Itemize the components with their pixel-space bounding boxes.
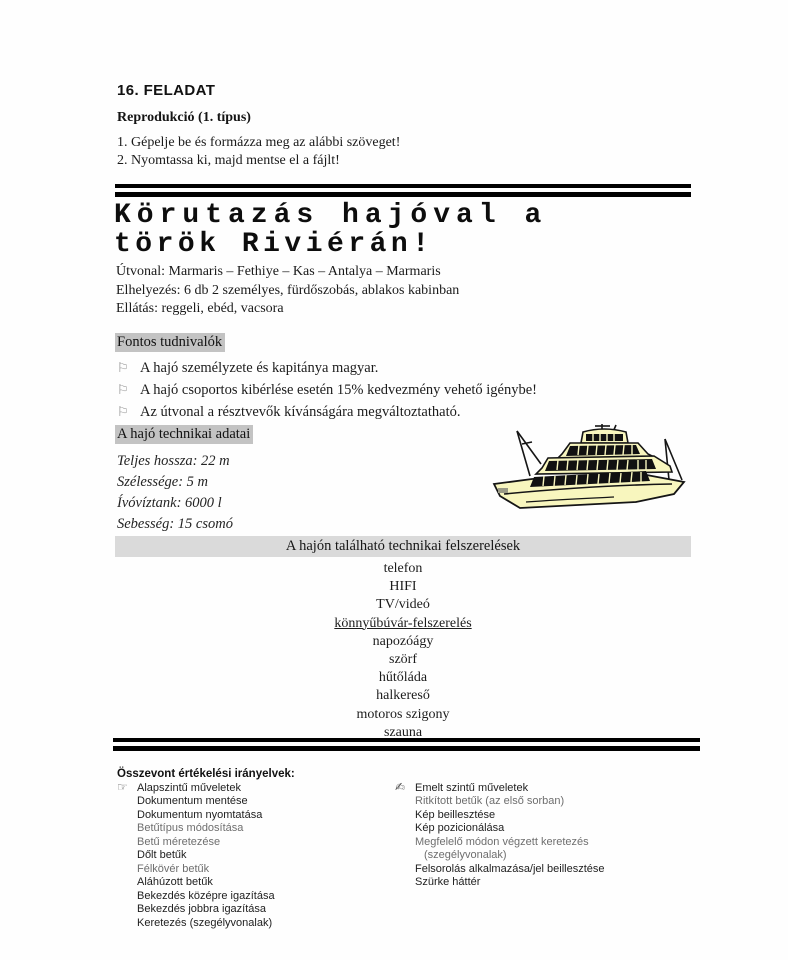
evaluation-item: Aláhúzott betűk xyxy=(137,876,213,888)
important-notes-heading: Fontos tudnivalók xyxy=(115,333,225,352)
evaluation-item: Betűtípus módosítása xyxy=(137,822,244,834)
evaluation-heading: Összevont értékelési irányelvek: xyxy=(117,768,295,780)
flag-bullet-icon: ⚐ xyxy=(117,383,129,398)
equipment-item: TV/videó xyxy=(376,597,430,613)
document-title-line2: török Riviérán! xyxy=(114,229,434,260)
evaluation-item: Kép pozicionálása xyxy=(415,822,505,834)
evaluation-item: Szürke háttér xyxy=(415,876,481,888)
evaluation-item: Ritkított betűk (az első sorban) xyxy=(415,795,565,807)
evaluation-item: Félkövér betűk xyxy=(137,862,210,875)
trip-info-meals: Ellátás: reggeli, ebéd, vacsora xyxy=(116,301,284,316)
document-title-line1: Körutazás hajóval a xyxy=(114,200,548,231)
evaluation-item: Felsorolás alkalmazása/jel beillesztése xyxy=(415,862,605,875)
equipment-item: halkereső xyxy=(376,688,430,704)
equipment-item: napozóágy xyxy=(372,633,434,649)
evaluation-item: Dőlt betűk xyxy=(137,849,187,861)
instruction-line: 1. Gépelje be és formázza meg az alábbi szöveget! xyxy=(117,135,401,150)
equipment-item: motoros szigony xyxy=(356,706,450,722)
trip-info-route: Útvonal: Marmaris – Fethiye – Kas – Antalya – Marmaris xyxy=(116,264,441,279)
evaluation-right-items xyxy=(395,795,695,890)
list-item: ⚐ A hajó személyzete és kapitánya magyar. xyxy=(117,357,537,379)
flag-bullet-icon: ⚐ xyxy=(117,405,129,420)
pointing-hand-icon: ☞ xyxy=(117,779,128,794)
evaluation-right-title: Emelt szintű műveletek xyxy=(415,781,529,794)
equipment-heading-band: A hajón található technikai felszerelések xyxy=(115,536,691,557)
trip-info-accommodation: Elhelyezés: 6 db 2 személyes, fürdőszobás, ablakos kabinban xyxy=(116,282,460,298)
evaluation-left-items xyxy=(117,795,395,930)
evaluation-item: Dokumentum nyomtatása xyxy=(137,808,263,821)
evaluation-item: Bekezdés középre igazítása xyxy=(137,889,275,902)
evaluation-right-title-row xyxy=(395,779,695,796)
evaluation-left-column xyxy=(117,768,395,930)
tech-line: Ívóvíztank: 6000 l xyxy=(117,495,222,511)
writing-hand-icon: ✍ xyxy=(395,779,406,794)
task-subtitle: Reprodukció (1. típus) xyxy=(117,110,251,125)
evaluation-left-title: Alapszintű műveletek xyxy=(137,781,241,794)
evaluation-right-column xyxy=(395,768,695,930)
double-rule-bottom xyxy=(113,738,700,751)
tech-line: Sebesség: 15 csomó xyxy=(117,516,233,532)
tech-line: Teljes hossza: 22 m xyxy=(117,453,230,469)
double-rule-top xyxy=(115,184,691,197)
equipment-list xyxy=(115,560,691,742)
evaluation-left-title-row xyxy=(117,779,395,796)
equipment-item: HIFI xyxy=(389,579,417,595)
trip-info xyxy=(116,263,459,319)
task-instructions xyxy=(117,134,400,170)
equipment-item: szörf xyxy=(389,652,417,668)
instruction-line: 2. Nyomtassa ki, majd mentse el a fájlt! xyxy=(117,153,340,168)
tech-line: Szélessége: 5 m xyxy=(117,474,209,490)
evaluation-item: Betű méretezése xyxy=(137,835,221,848)
evaluation-item: Megfelelő módon végzett keretezés xyxy=(415,835,589,848)
list-item: ⚐ A hajó csoportos kibérlése esetén 15% kedvezmény vehető igénybe! xyxy=(117,379,537,401)
equipment-item-underlined: könnyűbúvár-felszerelés xyxy=(334,615,472,631)
evaluation-item: Bekezdés jobbra igazítása xyxy=(137,903,267,915)
document-title xyxy=(114,201,714,259)
equipment-item: telefon xyxy=(383,561,423,576)
evaluation-item: Keretezés (szegélyvonalak) xyxy=(137,916,273,929)
equipment-item: szauna xyxy=(383,724,423,740)
evaluation-section xyxy=(117,768,695,930)
evaluation-item: Kép beillesztése xyxy=(415,808,496,821)
important-notes-list xyxy=(117,357,537,423)
equipment-item: hűtőláda xyxy=(378,670,428,686)
task-number-heading: 16. FELADAT xyxy=(117,82,216,99)
tech-data-heading: A hajó technikai adatai xyxy=(115,425,253,444)
evaluation-item: (szegélyvonalak) xyxy=(424,849,507,861)
flag-bullet-icon: ⚐ xyxy=(117,361,129,376)
boat-image xyxy=(486,421,686,523)
evaluation-item: Dokumentum mentése xyxy=(137,795,248,807)
tech-data-list xyxy=(117,451,233,535)
list-item: ⚐ Az útvonal a résztvevők kívánságára megváltoztatható. xyxy=(117,401,537,423)
